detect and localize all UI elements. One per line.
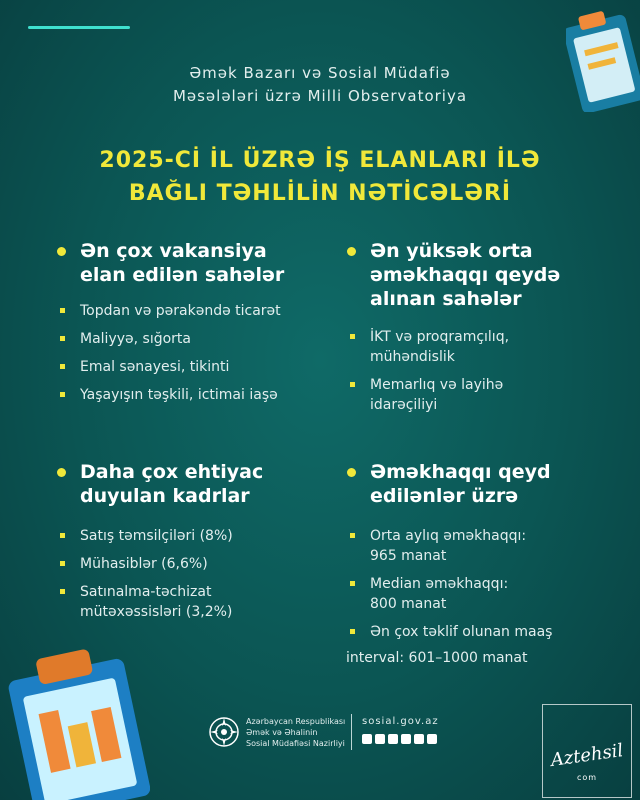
website-link[interactable]: sosial.gov.az <box>362 716 439 727</box>
heading-line: Əməkhaqqı qeyd <box>370 461 551 483</box>
bullet-square <box>350 533 355 538</box>
footer-divider <box>351 714 352 750</box>
list-item: Ən çox təklif olunan maaş interval: 601–1000 manat <box>346 624 553 666</box>
clipboard-illustration-bottom-left <box>0 640 150 800</box>
heading-line: Ən çox vakansiya <box>80 240 267 262</box>
title-line-2: BAĞLI TƏHLİLİN NƏTİCƏLƏRİ <box>128 181 512 206</box>
heading-line: elan edilən sahələr <box>80 264 285 286</box>
bullet-dot <box>347 468 356 477</box>
linkedin-icon[interactable] <box>427 734 437 744</box>
list-item: Emal sənayesi, tikinti <box>56 357 326 377</box>
organization-line-1: Əmək Bazarı və Sosial Müdafiə <box>189 64 451 82</box>
section-heading <box>346 460 626 508</box>
youtube-icon[interactable] <box>414 734 424 744</box>
watermark-logo <box>542 704 632 798</box>
x-icon[interactable] <box>388 734 398 744</box>
list-item: Satış təmsilçiləri (8%) <box>56 526 326 546</box>
instagram-icon[interactable] <box>375 734 385 744</box>
ministry-emblem-icon <box>208 716 240 748</box>
heading-line: əməkhaqqı qeydə <box>370 264 561 286</box>
top-accent-line <box>28 26 130 29</box>
bullet-square <box>60 336 65 341</box>
section-salary-stats <box>346 460 626 676</box>
bullet-square <box>350 581 355 586</box>
bullet-square <box>60 392 65 397</box>
section-needed-staff <box>56 460 326 630</box>
section-highest-salary <box>346 239 616 423</box>
bullet-square <box>60 589 65 594</box>
heading-line: Ən yüksək orta <box>370 240 533 262</box>
bullet-square <box>350 334 355 339</box>
bullet-square <box>350 629 355 634</box>
telegram-icon[interactable] <box>401 734 411 744</box>
list-item: Median əməkhaqqı: 800 manat <box>346 574 626 614</box>
ministry-name: Azərbaycan Respublikası Əmək və Əhalinin Sosial Müdafiəsi Nazirliyi <box>246 717 346 748</box>
list-item: Yaşayışın təşkili, ictimai iaşə <box>56 385 326 405</box>
facebook-icon[interactable] <box>362 734 372 744</box>
watermark-brand: Aztehsil <box>549 740 625 771</box>
list-item: Satınalma-təchizat mütəxəssisləri (3,2%) <box>56 582 326 622</box>
organization-name <box>0 62 640 108</box>
bullet-square <box>350 382 355 387</box>
bullet-square <box>60 308 65 313</box>
bullet-square <box>60 561 65 566</box>
list-item: Memarlıq və layihə idarəçiliyi <box>346 375 616 415</box>
watermark-suffix: com <box>576 773 598 782</box>
heading-line: duyulan kadrlar <box>80 485 250 507</box>
section-heading <box>56 239 326 287</box>
heading-line: Daha çox ehtiyac <box>80 461 264 483</box>
bullet-dot <box>347 247 356 256</box>
list-item: İKT və proqramçılıq, mühəndislik <box>346 327 616 367</box>
list-item: Mühasiblər (6,6%) <box>56 554 326 574</box>
title-line-1: 2025-Cİ İL ÜZRƏ İŞ ELANLARI İLƏ <box>99 148 541 173</box>
bullet-dot <box>57 468 66 477</box>
heading-line: alınan sahələr <box>370 288 522 310</box>
list-item: Orta aylıq əməkhaqqı: 965 manat <box>346 526 626 566</box>
organization-line-2: Məsələləri üzrə Milli Observatoriya <box>172 87 468 105</box>
section-heading <box>56 460 326 508</box>
list-item: Maliyyə, sığorta <box>56 329 326 349</box>
bullet-dot <box>57 247 66 256</box>
section-heading <box>346 239 616 311</box>
social-icons <box>362 734 437 744</box>
heading-line: edilənlər üzrə <box>370 485 519 507</box>
list-item: Topdan və pərakəndə ticarət <box>56 301 326 321</box>
page-title <box>0 144 640 210</box>
bullet-square <box>60 533 65 538</box>
section-most-vacancies <box>56 239 326 413</box>
bullet-square <box>60 364 65 369</box>
